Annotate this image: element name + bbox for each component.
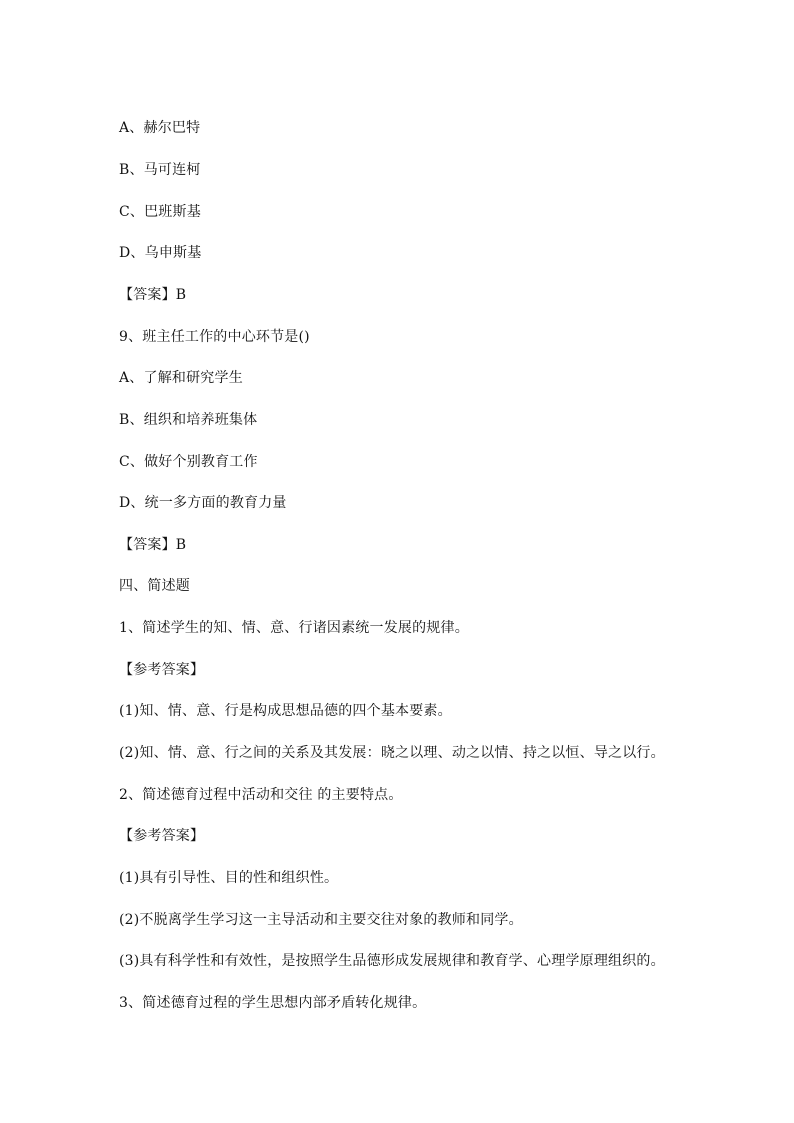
reference-answer-label: 【参考答案】	[119, 828, 205, 844]
option-a-text: A、赫尔巴特	[119, 120, 201, 136]
answer-text: 【答案】B	[119, 287, 187, 303]
answer-point: (2)知、情、意、行之间的关系及其发展：晓之以理、动之以情、持之以恒、导之以行。	[119, 745, 665, 761]
answer-point: (2)不脱离学生学习这一主导活动和主要交往对象的教师和同学。	[119, 912, 523, 928]
section-heading: 四、简述题	[119, 578, 190, 594]
answer-point: (3)具有科学性和有效性，是按照学生品德形成发展规律和教育学、心理学原理组织的。	[119, 953, 665, 969]
question-text: 2、简述德育过程中活动和交往 的主要特点。	[119, 787, 403, 803]
reference-answer-label: 【参考答案】	[119, 662, 205, 678]
option-d-text: D、统一多方面的教育力量	[119, 495, 287, 511]
answer-point: (1)知、情、意、行是构成思想品德的四个基本要素。	[119, 703, 452, 719]
answer-text: 【答案】B	[119, 537, 187, 553]
option-c-text: C、巴班斯基	[119, 204, 201, 220]
option-b-text: B、马可连柯	[119, 162, 201, 178]
question-9-text: 9、班主任工作的中心环节是()	[119, 329, 310, 345]
question-text: 3、简述德育过程的学生思想内部矛盾转化规律。	[119, 995, 427, 1011]
question-text: 1、简述学生的知、情、意、行诸因素统一发展的规律。	[119, 620, 469, 636]
option-c-text: C、做好个别教育工作	[119, 454, 258, 470]
option-d-text: D、乌申斯基	[119, 245, 202, 261]
option-a-text: A、了解和研究学生	[119, 370, 243, 386]
answer-point: (1)具有引导性、目的性和组织性。	[119, 870, 339, 886]
option-b-text: B、组织和培养班集体	[119, 412, 258, 428]
